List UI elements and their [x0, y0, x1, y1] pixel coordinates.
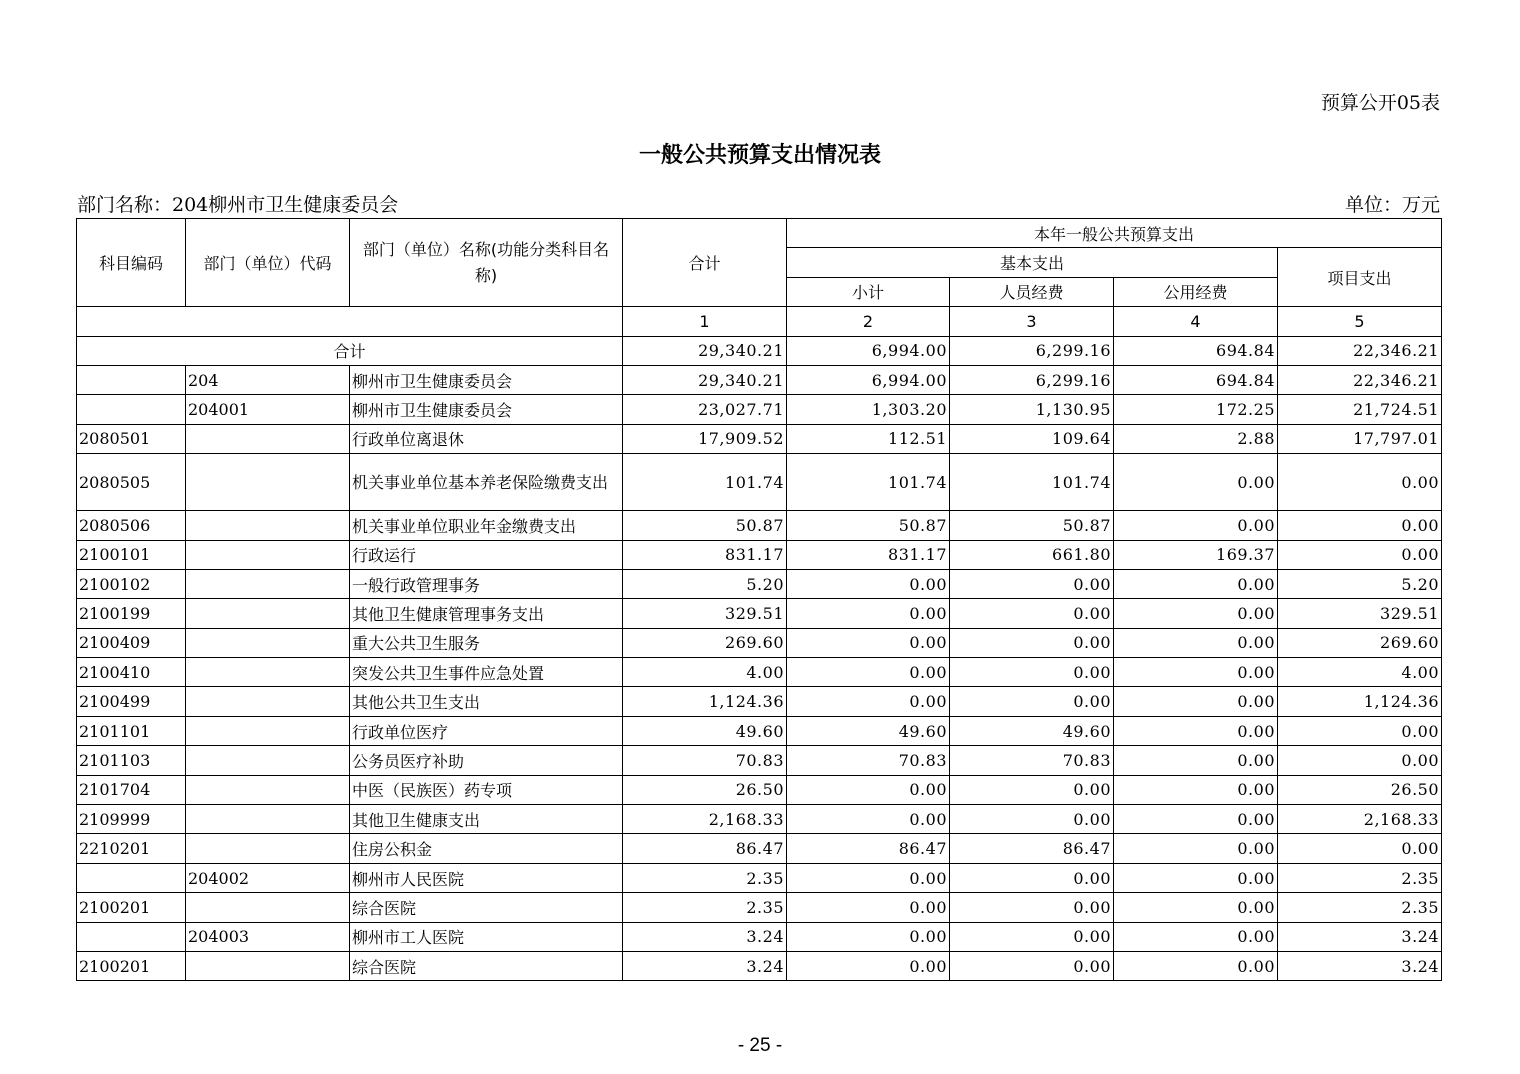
- dept-code-cell: 204: [186, 365, 350, 394]
- amount-cell: 21,724.51: [1278, 395, 1442, 424]
- amount-cell: 0.00: [787, 658, 950, 687]
- amount-cell: 0.00: [1278, 746, 1442, 775]
- table-row: [77, 716, 1442, 745]
- amount-cell: 0.00: [787, 569, 950, 598]
- amount-cell: 831.17: [787, 540, 950, 569]
- subject-code-cell: 2080506: [77, 511, 186, 540]
- col-number: 2: [787, 307, 950, 336]
- amount-cell: 26.50: [1278, 775, 1442, 804]
- dept-name-cell: 其他卫生健康支出: [350, 805, 623, 834]
- table-row: [77, 395, 1442, 424]
- amount-cell: 0.00: [787, 687, 950, 716]
- dept-code-cell: [186, 775, 350, 804]
- amount-cell: 0.00: [950, 805, 1114, 834]
- dept-name-cell: 柳州市工人医院: [350, 922, 623, 951]
- amount-cell: 1,124.36: [1278, 687, 1442, 716]
- dept-code-cell: [186, 716, 350, 745]
- amount-cell: 26.50: [623, 775, 787, 804]
- table-row: [77, 540, 1442, 569]
- table-row: [77, 454, 1442, 511]
- amount-cell: 86.47: [623, 834, 787, 863]
- amount-cell: 4.00: [623, 658, 787, 687]
- department-name: 部门名称：204柳州市卫生健康委员会: [77, 194, 399, 216]
- amount-cell: 269.60: [623, 628, 787, 657]
- amount-cell: 86.47: [787, 834, 950, 863]
- amount-cell: 329.51: [1278, 599, 1442, 628]
- subject-code-cell: 2100499: [77, 687, 186, 716]
- subject-code-cell: 2210201: [77, 834, 186, 863]
- amount-cell: 5.20: [1278, 569, 1442, 598]
- subject-code-cell: 2100199: [77, 599, 186, 628]
- dept-code-cell: [186, 599, 350, 628]
- table-row: [77, 863, 1442, 892]
- amount-cell: 0.00: [1278, 716, 1442, 745]
- dept-code-cell: 204003: [186, 922, 350, 951]
- dept-code-cell: [186, 424, 350, 453]
- dept-code-cell: 204002: [186, 863, 350, 892]
- amount-cell: 0.00: [1114, 628, 1278, 657]
- dept-name-cell: 机关事业单位职业年金缴费支出: [350, 511, 623, 540]
- amount-cell: 0.00: [1114, 805, 1278, 834]
- total-label: 合计: [77, 336, 623, 365]
- amount-cell: 70.83: [787, 746, 950, 775]
- amount-cell: 3.24: [623, 951, 787, 980]
- amount-cell: 86.47: [950, 834, 1114, 863]
- dept-name-cell: 其他公共卫生支出: [350, 687, 623, 716]
- amount-cell: 0.00: [1114, 716, 1278, 745]
- table-row: [77, 628, 1442, 657]
- header-total: 合计: [623, 219, 787, 307]
- amount-cell: 0.00: [787, 893, 950, 922]
- amount-cell: 49.60: [623, 716, 787, 745]
- total-row: [77, 336, 1442, 365]
- table-row: [77, 365, 1442, 394]
- amount-cell: 269.60: [1278, 628, 1442, 657]
- total-value: 22,346.21: [1278, 336, 1442, 365]
- header-subject-code: 科目编码: [77, 219, 186, 307]
- dept-name-cell: 住房公积金: [350, 834, 623, 863]
- amount-cell: 2.88: [1114, 424, 1278, 453]
- total-value: 6,299.16: [950, 336, 1114, 365]
- subject-code-cell: 2100409: [77, 628, 186, 657]
- table-row: [77, 511, 1442, 540]
- amount-cell: 0.00: [787, 863, 950, 892]
- amount-cell: 0.00: [1114, 863, 1278, 892]
- amount-cell: 0.00: [950, 863, 1114, 892]
- dept-name-cell: 柳州市卫生健康委员会: [350, 395, 623, 424]
- total-value: 694.84: [1114, 336, 1278, 365]
- amount-cell: 2,168.33: [623, 805, 787, 834]
- dept-name-cell: 行政运行: [350, 540, 623, 569]
- dept-name-cell: 柳州市卫生健康委员会: [350, 365, 623, 394]
- amount-cell: 2.35: [623, 893, 787, 922]
- amount-cell: 112.51: [787, 424, 950, 453]
- dept-code-cell: [186, 834, 350, 863]
- amount-cell: 694.84: [1114, 365, 1278, 394]
- amount-cell: 0.00: [950, 658, 1114, 687]
- dept-code-cell: [186, 951, 350, 980]
- subject-code-cell: 2100201: [77, 951, 186, 980]
- amount-cell: 0.00: [787, 628, 950, 657]
- subject-code-cell: 2109999: [77, 805, 186, 834]
- dept-name-cell: 行政单位离退休: [350, 424, 623, 453]
- amount-cell: 0.00: [787, 922, 950, 951]
- amount-cell: 29,340.21: [623, 365, 787, 394]
- dept-code-cell: [186, 540, 350, 569]
- amount-cell: 0.00: [787, 775, 950, 804]
- subject-code-cell: 2080501: [77, 424, 186, 453]
- amount-cell: 0.00: [1278, 454, 1442, 511]
- subject-code-cell: 2100410: [77, 658, 186, 687]
- table-row: [77, 687, 1442, 716]
- amount-cell: 23,027.71: [623, 395, 787, 424]
- dept-name-cell: 机关事业单位基本养老保险缴费支出: [350, 454, 623, 511]
- amount-cell: 169.37: [1114, 540, 1278, 569]
- amount-cell: 6,994.00: [787, 365, 950, 394]
- amount-cell: 0.00: [950, 775, 1114, 804]
- amount-cell: 70.83: [623, 746, 787, 775]
- amount-cell: 0.00: [1114, 893, 1278, 922]
- dept-code-cell: 204001: [186, 395, 350, 424]
- dept-code-cell: [186, 687, 350, 716]
- subject-code-cell: 2101103: [77, 746, 186, 775]
- dept-code-cell: [186, 569, 350, 598]
- amount-cell: 0.00: [1114, 454, 1278, 511]
- table-row: [77, 922, 1442, 951]
- col-number: 1: [623, 307, 787, 336]
- amount-cell: 0.00: [787, 951, 950, 980]
- amount-cell: 6,299.16: [950, 365, 1114, 394]
- amount-cell: 1,130.95: [950, 395, 1114, 424]
- amount-cell: 0.00: [1278, 511, 1442, 540]
- amount-cell: 0.00: [1278, 540, 1442, 569]
- amount-cell: 0.00: [787, 599, 950, 628]
- dept-name-cell: 柳州市人民医院: [350, 863, 623, 892]
- amount-cell: 0.00: [1114, 746, 1278, 775]
- header-dept-code: 部门（单位）代码: [186, 219, 350, 307]
- dept-name-cell: 行政单位医疗: [350, 716, 623, 745]
- subject-code-cell: 2100201: [77, 893, 186, 922]
- form-number: 预算公开05表: [1320, 92, 1440, 114]
- subject-code-cell: [77, 863, 186, 892]
- amount-cell: 0.00: [1114, 511, 1278, 540]
- subject-code-cell: 2101704: [77, 775, 186, 804]
- dept-name-cell: 一般行政管理事务: [350, 569, 623, 598]
- unit-label: 单位：万元: [1344, 194, 1440, 216]
- amount-cell: 831.17: [623, 540, 787, 569]
- amount-cell: 0.00: [1114, 775, 1278, 804]
- dept-name-cell: 重大公共卫生服务: [350, 628, 623, 657]
- dept-name-cell: 其他卫生健康管理事务支出: [350, 599, 623, 628]
- subject-code-cell: [77, 395, 186, 424]
- dept-code-cell: [186, 658, 350, 687]
- table-row: [77, 424, 1442, 453]
- subject-code-cell: [77, 922, 186, 951]
- amount-cell: 2,168.33: [1278, 805, 1442, 834]
- amount-cell: 0.00: [1114, 951, 1278, 980]
- amount-cell: 0.00: [1114, 687, 1278, 716]
- dept-name-cell: 公务员医疗补助: [350, 746, 623, 775]
- dept-name-cell: 综合医院: [350, 893, 623, 922]
- dept-name-cell: 中医（民族医）药专项: [350, 775, 623, 804]
- header-personnel: 人员经费: [950, 277, 1114, 306]
- col-number: 3: [950, 307, 1114, 336]
- dept-code-cell: [186, 746, 350, 775]
- amount-cell: 0.00: [1114, 834, 1278, 863]
- subject-code-cell: 2101101: [77, 716, 186, 745]
- header-blank: [77, 307, 623, 336]
- page-title: 一般公共预算支出情况表: [638, 143, 881, 168]
- amount-cell: 5.20: [623, 569, 787, 598]
- amount-cell: 172.25: [1114, 395, 1278, 424]
- table-row: [77, 951, 1442, 980]
- table-row: [77, 599, 1442, 628]
- amount-cell: 0.00: [950, 893, 1114, 922]
- amount-cell: 661.80: [950, 540, 1114, 569]
- amount-cell: 0.00: [950, 569, 1114, 598]
- amount-cell: 0.00: [1114, 922, 1278, 951]
- table-row: [77, 805, 1442, 834]
- amount-cell: 4.00: [1278, 658, 1442, 687]
- table-row: [77, 569, 1442, 598]
- dept-code-cell: [186, 628, 350, 657]
- amount-cell: 22,346.21: [1278, 365, 1442, 394]
- amount-cell: 0.00: [1114, 658, 1278, 687]
- dept-code-cell: [186, 511, 350, 540]
- amount-cell: 0.00: [1114, 569, 1278, 598]
- amount-cell: 3.24: [1278, 922, 1442, 951]
- amount-cell: 49.60: [950, 716, 1114, 745]
- header-dept-name: 部门（单位）名称(功能分类科目名称): [350, 219, 623, 307]
- table-row: [77, 658, 1442, 687]
- amount-cell: 0.00: [787, 805, 950, 834]
- amount-cell: 70.83: [950, 746, 1114, 775]
- dept-name-cell: 突发公共卫生事件应急处置: [350, 658, 623, 687]
- total-value: 6,994.00: [787, 336, 950, 365]
- header-current-year: 本年一般公共预算支出: [787, 219, 1442, 248]
- amount-cell: 0.00: [950, 951, 1114, 980]
- total-value: 29,340.21: [623, 336, 787, 365]
- col-number: 4: [1114, 307, 1278, 336]
- budget-table: [76, 218, 1442, 981]
- col-number: 5: [1278, 307, 1442, 336]
- dept-code-cell: [186, 454, 350, 511]
- amount-cell: 0.00: [950, 922, 1114, 951]
- header-basic: 基本支出: [787, 248, 1278, 277]
- amount-cell: 17,797.01: [1278, 424, 1442, 453]
- table-row: [77, 893, 1442, 922]
- amount-cell: 0.00: [950, 599, 1114, 628]
- header-public: 公用经费: [1114, 277, 1278, 306]
- table-row: [77, 775, 1442, 804]
- amount-cell: 0.00: [1114, 599, 1278, 628]
- amount-cell: 50.87: [787, 511, 950, 540]
- amount-cell: 50.87: [950, 511, 1114, 540]
- amount-cell: 2.35: [1278, 893, 1442, 922]
- amount-cell: 1,124.36: [623, 687, 787, 716]
- amount-cell: 0.00: [950, 628, 1114, 657]
- amount-cell: 49.60: [787, 716, 950, 745]
- amount-cell: 3.24: [623, 922, 787, 951]
- amount-cell: 50.87: [623, 511, 787, 540]
- dept-name-cell: 综合医院: [350, 951, 623, 980]
- amount-cell: 3.24: [1278, 951, 1442, 980]
- amount-cell: 1,303.20: [787, 395, 950, 424]
- amount-cell: 2.35: [1278, 863, 1442, 892]
- amount-cell: 17,909.52: [623, 424, 787, 453]
- header-project: 项目支出: [1278, 248, 1442, 307]
- amount-cell: 329.51: [623, 599, 787, 628]
- subject-code-cell: 2100101: [77, 540, 186, 569]
- amount-cell: 101.74: [950, 454, 1114, 511]
- table-row: [77, 746, 1442, 775]
- dept-code-cell: [186, 893, 350, 922]
- header-subtotal: 小计: [787, 277, 950, 306]
- subject-code-cell: 2100102: [77, 569, 186, 598]
- amount-cell: 0.00: [950, 687, 1114, 716]
- amount-cell: 101.74: [623, 454, 787, 511]
- page-number: - 25 -: [737, 1035, 783, 1056]
- amount-cell: 2.35: [623, 863, 787, 892]
- subject-code-cell: 2080505: [77, 454, 186, 511]
- amount-cell: 0.00: [1278, 834, 1442, 863]
- subject-code-cell: [77, 365, 186, 394]
- amount-cell: 101.74: [787, 454, 950, 511]
- table-row: [77, 834, 1442, 863]
- amount-cell: 109.64: [950, 424, 1114, 453]
- dept-code-cell: [186, 805, 350, 834]
